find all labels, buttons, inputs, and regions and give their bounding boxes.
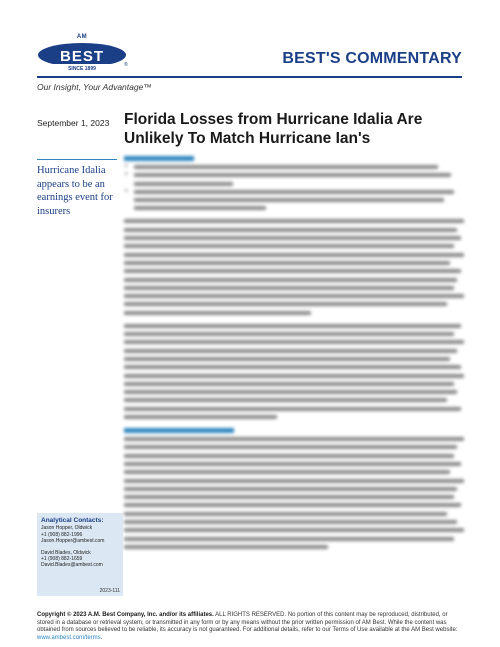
paragraph [124,219,464,314]
section-heading [124,156,194,161]
bullet-item [124,173,464,185]
article-body-blurred [124,152,464,582]
paragraph [124,437,464,549]
contact-email[interactable]: Jason.Hopper@ambest.com [41,538,105,545]
copyright-text: ALL RIGHTS RESERVED. No portion of this content may be reproduced, distributed, or stored in a database or retrieval system, or transmitted in any form or by any means without the prior written permission of AM Best. While the content was obtained from sources believed to be reliable, its accuracy is not guaranteed. For additional details, refer to our Terms of Use available at the AM Best website: [37,612,458,634]
copyright-notice: Copyright © 2023 A.M. Best Company, Inc. and/or its affiliates. [37,612,214,618]
section-heading [124,428,234,433]
bullet-item [124,165,464,169]
header-rule [37,76,462,78]
document-code: 2023-111 [99,587,120,594]
registered-mark: ® [124,62,128,68]
logo-best-text: BEST [59,48,104,65]
contact-email[interactable]: David.Blades@ambest.com [41,562,103,569]
analytical-contacts [37,513,123,596]
contact-name: David Blades, Oldwick [41,549,91,556]
contacts-title: Analytical Contacts: [41,517,104,524]
contact-name: Jason Hopper, Oldwick [41,525,93,532]
logo-am-text: AM [76,34,88,40]
tagline: Our Insight, Your Advantage™ [37,82,152,92]
bullet-item [124,190,464,211]
contact-card [41,550,119,569]
am-best-logo [37,34,127,78]
contact-phone: +1 (908) 882-1659 [41,556,83,563]
copyright-footer: Copyright © 2023 A.M. Best Company, Inc. and/or its affiliates. ALL RIGHTS RESERVED. No portion of this content may be reproduced, distributed, or stored in a database or retrieval system, or transmitted in any form or by any means without the prior written permission of AM Best. While the content was obtained from sources believed to be reliable, its accuracy is not guaranteed. For additional details, refer to our Terms of Use available at the AM Best website: www.ambest.com/terms. [37,612,458,641]
terms-link[interactable]: www.ambest.com/terms [37,634,101,641]
paragraph [124,324,464,419]
contact-phone: +1 (908) 882-1996 [41,531,83,538]
publication-date: September 1, 2023 [37,118,110,128]
contact-card [41,525,119,544]
article-headline: Florida Losses from Hurricane Idalia Are Unlikely To Match Hurricane Ian's [124,111,423,147]
section-title: BEST'S COMMENTARY [282,50,462,67]
pull-quote: Hurricane Idalia appears to be an earnings event for insurers [37,159,117,218]
logo-since-text: SINCE 1899 [68,66,96,72]
